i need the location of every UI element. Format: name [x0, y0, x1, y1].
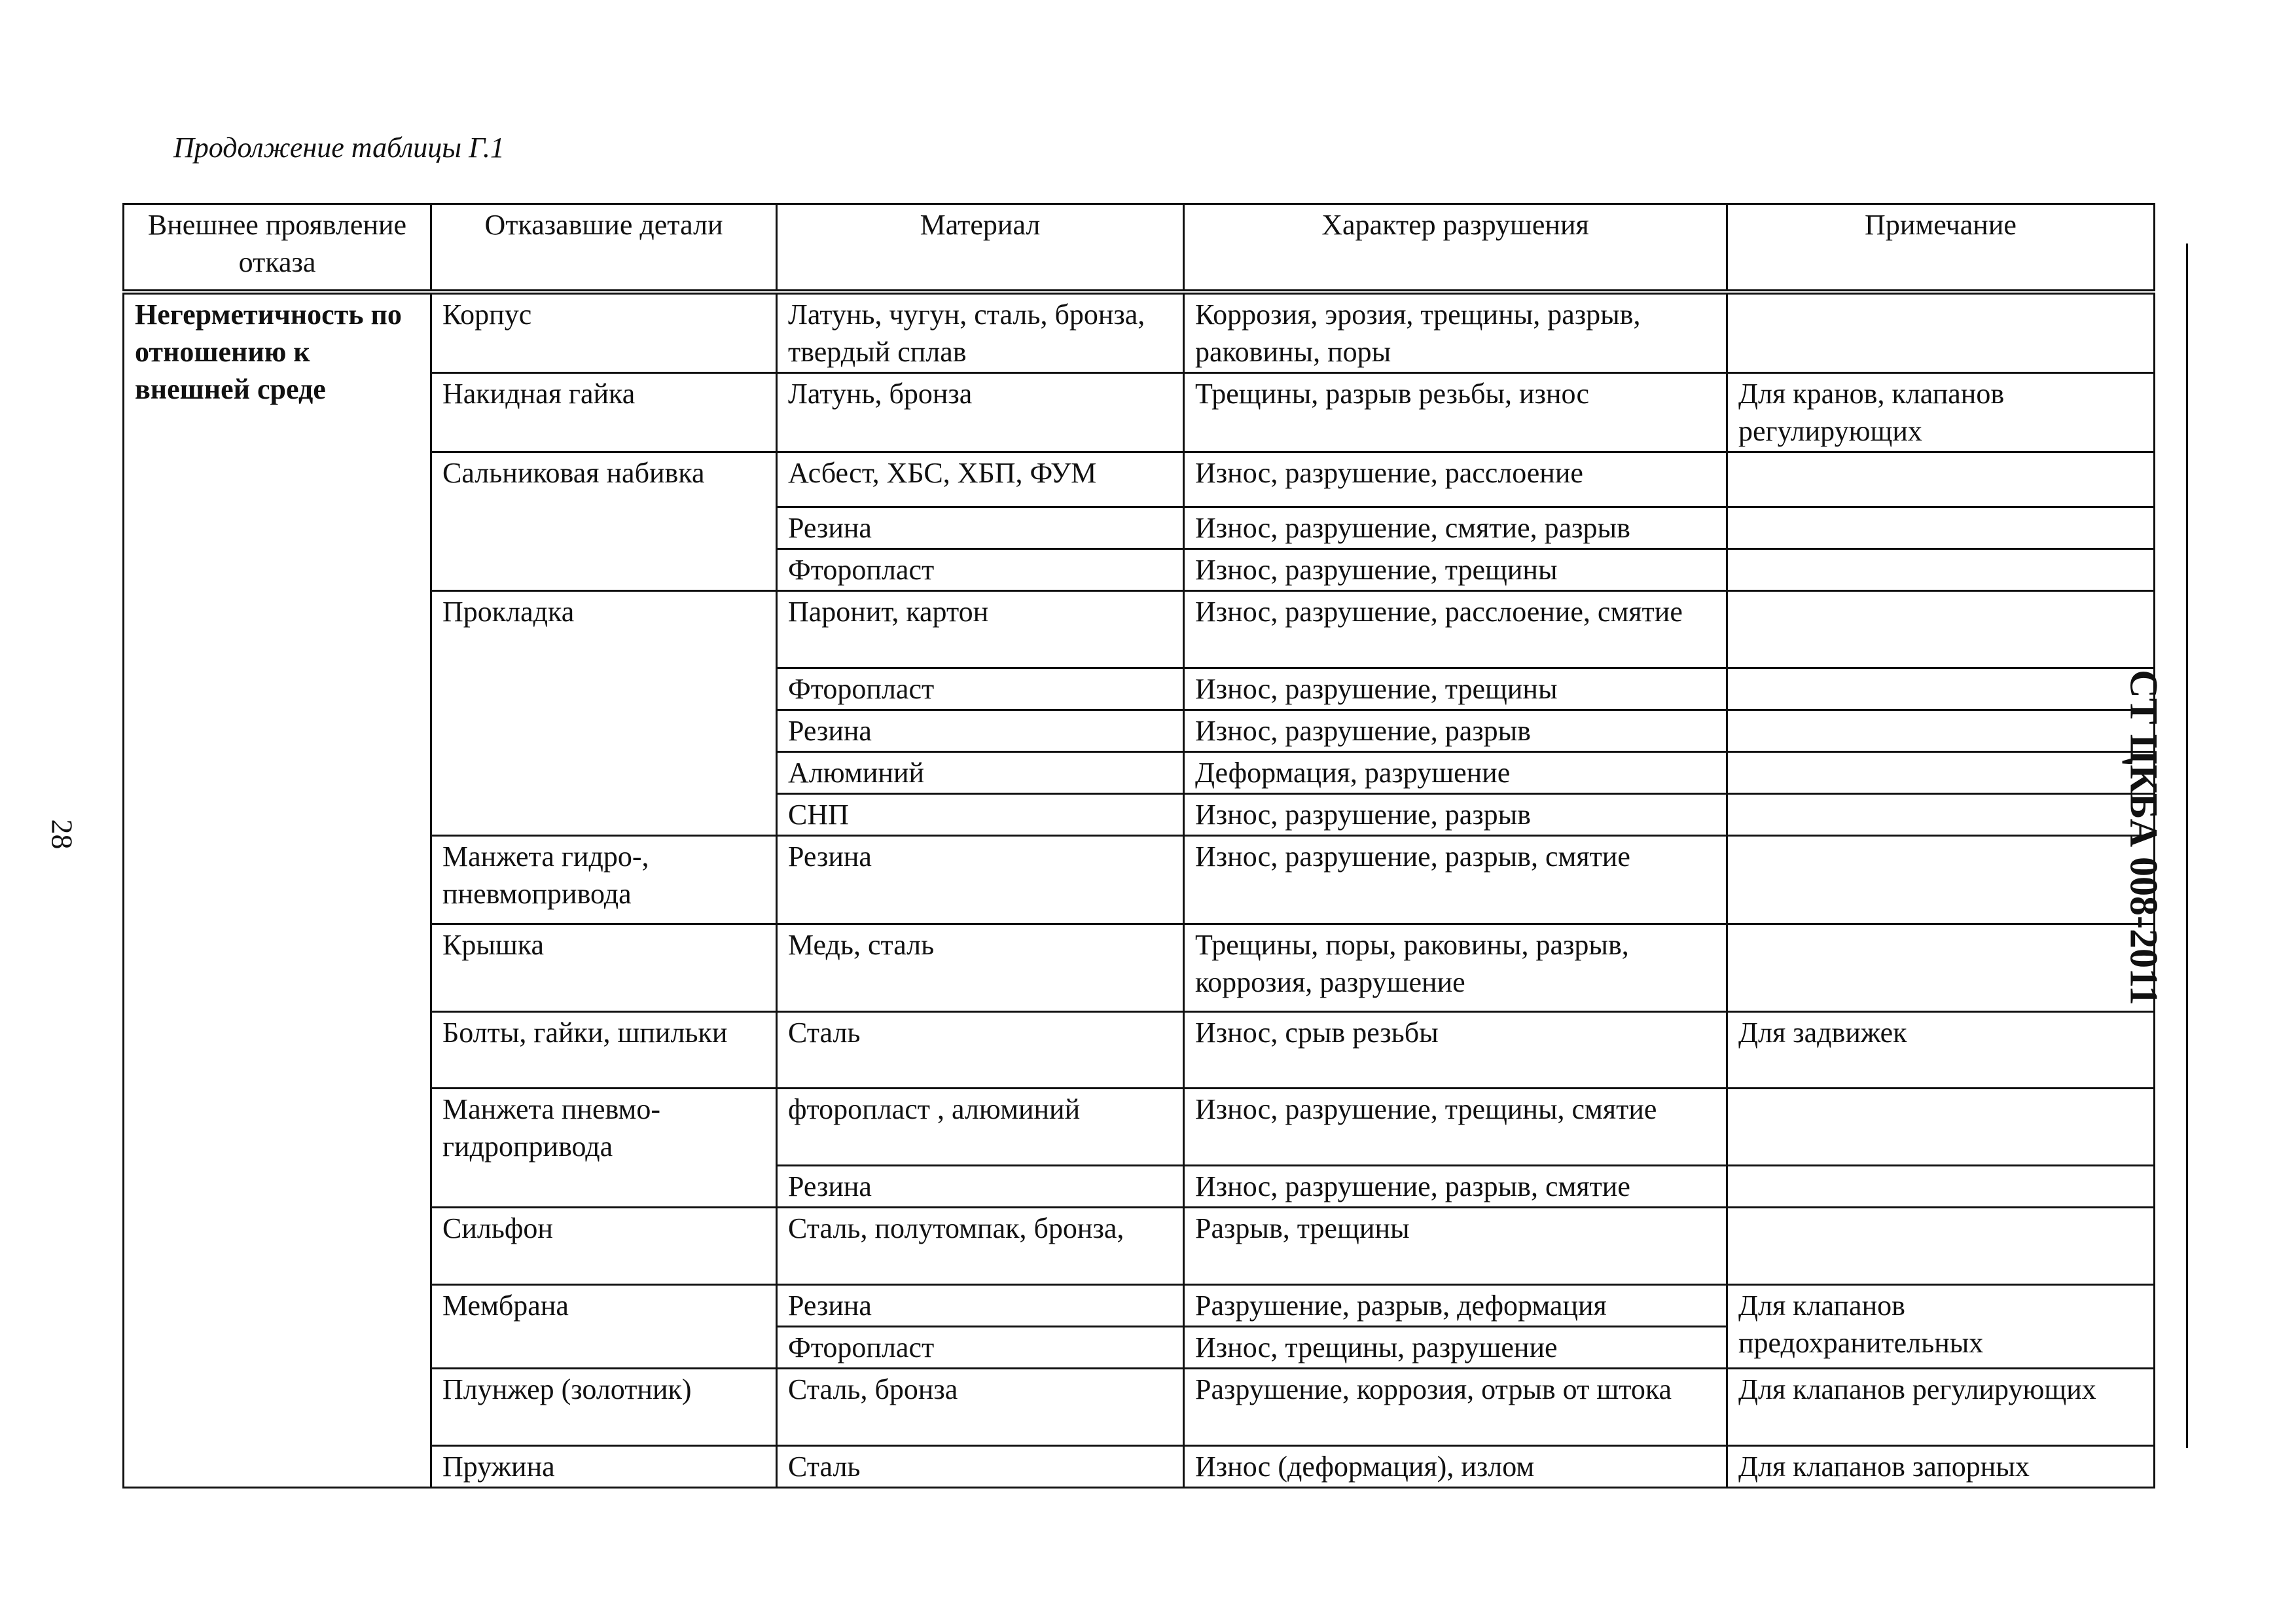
note-cell [1727, 549, 2155, 591]
nature-cell: Разрушение, коррозия, отрыв от штока [1184, 1369, 1727, 1446]
failure-table [122, 203, 2155, 1489]
failure-mode-cell: Негерметичность по отношению к внешней среде [124, 292, 431, 1488]
nature-cell: Износ, разрушение, трещины [1184, 668, 1727, 710]
nature-cell: Износ, разрушение, разрыв [1184, 794, 1727, 836]
note-cell [1727, 1089, 2155, 1166]
note-cell [1727, 452, 2155, 507]
table-caption: Продолжение таблицы Г.1 [173, 132, 505, 164]
nature-cell: Разрыв, трещины [1184, 1208, 1727, 1285]
nature-cell: Износ, разрушение, разрыв, смятие [1184, 1166, 1727, 1208]
nature-cell: Износ, разрушение, трещины [1184, 549, 1727, 591]
nature-cell: Износ, разрушение, смятие, разрыв [1184, 507, 1727, 549]
nature-cell: Трещины, поры, раковины, разрыв, коррозия, разрушение [1184, 924, 1727, 1012]
material-cell: Фторопласт [777, 1327, 1184, 1369]
note-cell: Для клапанов запорных [1727, 1446, 2155, 1488]
note-cell [1727, 1208, 2155, 1285]
material-cell: СНП [777, 794, 1184, 836]
note-cell [1727, 924, 2155, 1012]
material-cell: Сталь [777, 1012, 1184, 1089]
part-cell: Прокладка [431, 591, 777, 836]
note-cell [1727, 292, 2155, 373]
material-cell: Сталь [777, 1446, 1184, 1488]
note-cell [1727, 752, 2155, 794]
note-cell [1727, 668, 2155, 710]
material-cell: Асбест, ХБС, ХБП, ФУМ [777, 452, 1184, 507]
nature-cell: Коррозия, эрозия, трещины, разрыв, раковины, поры [1184, 292, 1727, 373]
material-cell: Паронит, картон [777, 591, 1184, 668]
part-cell: Манжета гидро-, пневмопривода [431, 836, 777, 924]
table-header-row [124, 204, 2155, 293]
nature-cell: Износ, разрушение, разрыв [1184, 710, 1727, 752]
material-cell: Алюминий [777, 752, 1184, 794]
note-cell [1727, 1166, 2155, 1208]
side-rule [2186, 244, 2188, 1448]
note-cell [1727, 507, 2155, 549]
material-cell: Медь, сталь [777, 924, 1184, 1012]
part-cell: Крышка [431, 924, 777, 1012]
part-cell: Плунжер (золотник) [431, 1369, 777, 1446]
note-cell: Для задвижек [1727, 1012, 2155, 1089]
material-cell: Сталь, полутомпак, бронза, [777, 1208, 1184, 1285]
note-cell [1727, 794, 2155, 836]
note-cell: Для клапанов предохранительных [1727, 1285, 2155, 1369]
header-failure-mode: Внешнее проявление отказа [124, 204, 431, 293]
note-cell [1727, 710, 2155, 752]
page-number: 28 [45, 819, 79, 850]
part-cell: Корпус [431, 292, 777, 373]
table-row [124, 292, 2155, 373]
material-cell: фторопласт , алюминий [777, 1089, 1184, 1166]
nature-cell: Износ, трещины, разрушение [1184, 1327, 1727, 1369]
part-cell: Мембрана [431, 1285, 777, 1369]
note-cell [1727, 836, 2155, 924]
nature-cell: Износ, разрушение, разрыв, смятие [1184, 836, 1727, 924]
nature-cell: Износ, разрушение, расслоение [1184, 452, 1727, 507]
nature-cell: Износ, разрушение, трещины, смятие [1184, 1089, 1727, 1166]
part-cell: Накидная гайка [431, 373, 777, 452]
material-cell: Фторопласт [777, 549, 1184, 591]
material-cell: Резина [777, 507, 1184, 549]
note-cell: Для клапанов регулирующих [1727, 1369, 2155, 1446]
part-cell: Пружина [431, 1446, 777, 1488]
material-cell: Латунь, бронза [777, 373, 1184, 452]
material-cell: Фторопласт [777, 668, 1184, 710]
part-cell: Сильфон [431, 1208, 777, 1285]
material-cell: Латунь, чугун, сталь, бронза, твердый сплав [777, 292, 1184, 373]
note-cell [1727, 591, 2155, 668]
material-cell: Резина [777, 836, 1184, 924]
material-cell: Резина [777, 1166, 1184, 1208]
part-cell: Болты, гайки, шпильки [431, 1012, 777, 1089]
material-cell: Резина [777, 710, 1184, 752]
material-cell: Сталь, бронза [777, 1369, 1184, 1446]
nature-cell: Трещины, разрыв резьбы, износ [1184, 373, 1727, 452]
header-note: Примечание [1727, 204, 2155, 293]
nature-cell: Разрушение, разрыв, деформация [1184, 1285, 1727, 1327]
document-code: СТ ЦКБА 008-2011 [2122, 670, 2166, 1005]
part-cell: Сальниковая набивка [431, 452, 777, 591]
nature-cell: Износ, разрушение, расслоение, смятие [1184, 591, 1727, 668]
header-nature: Характер разрушения [1184, 204, 1727, 293]
part-cell: Манжета пневмо-гидропривода [431, 1089, 777, 1208]
header-part: Отказавшие детали [431, 204, 777, 293]
nature-cell: Износ, срыв резьбы [1184, 1012, 1727, 1089]
header-material: Материал [777, 204, 1184, 293]
nature-cell: Деформация, разрушение [1184, 752, 1727, 794]
note-cell: Для кранов, клапанов регулирующих [1727, 373, 2155, 452]
material-cell: Резина [777, 1285, 1184, 1327]
nature-cell: Износ (деформация), излом [1184, 1446, 1727, 1488]
